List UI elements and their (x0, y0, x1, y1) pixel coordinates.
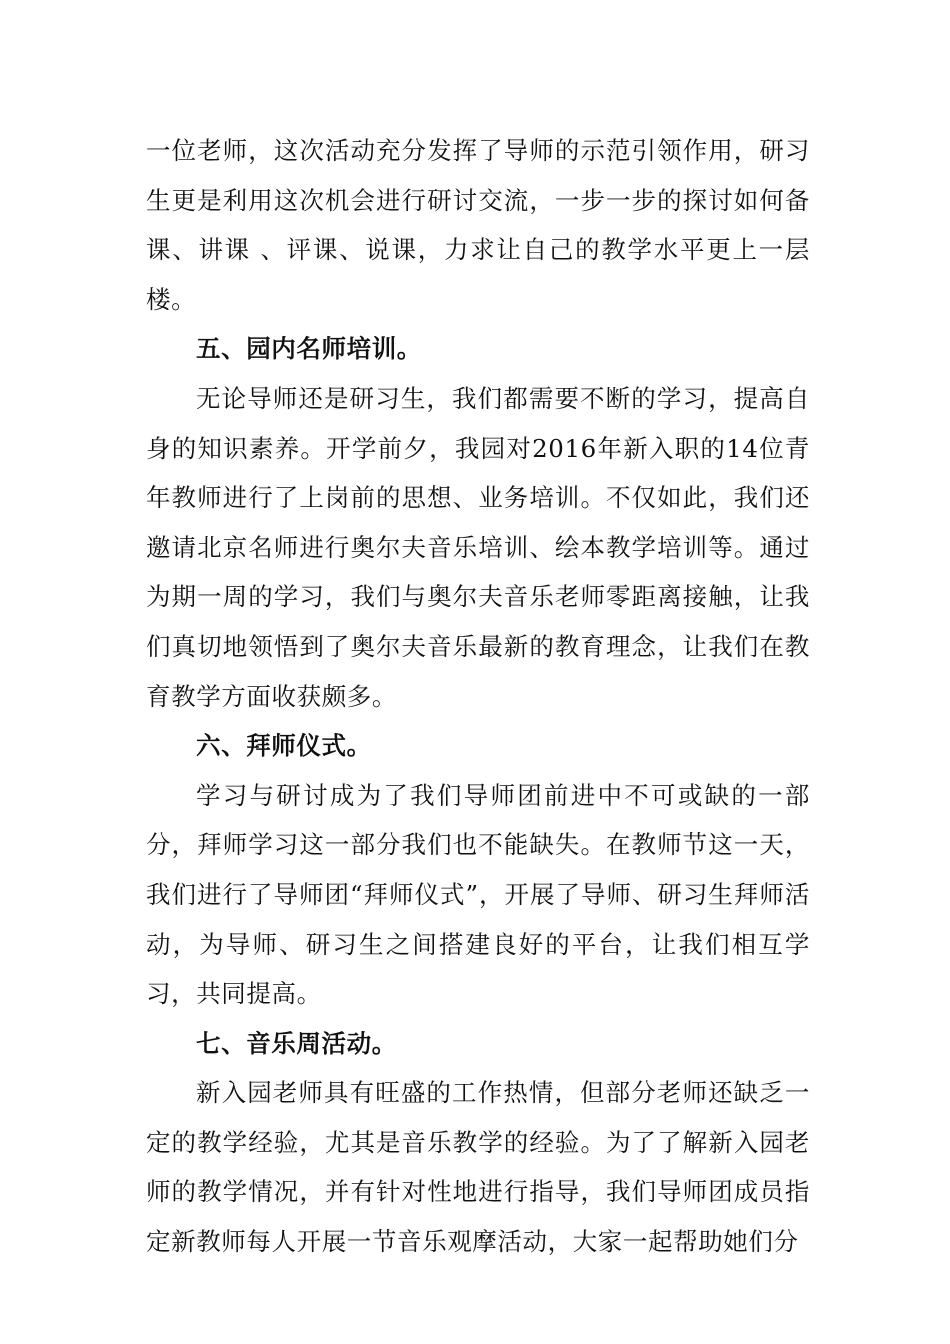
paragraph-mentor-demonstration: 一位老师，这次活动充分发挥了导师的示范引领作用，研习生更是利用这次机会进行研讨交流，一步一步的探讨如何备课、讲课 、评课、说课，力求让自己的教学水平更上一层楼。 (146, 136, 810, 314)
section-heading-7: 七、音乐周活动。 (196, 1028, 397, 1058)
section-heading-5: 五、园内名师培训。 (196, 334, 422, 364)
section-heading-6: 六、拜师仪式。 (196, 731, 372, 761)
paragraph-music-week: 新入园老师具有旺盛的工作热情，但部分老师还缺乏一定的教学经验，尤其是音乐教学的经验。为了了解新入园老师的教学情况，并有针对性地进行指导，我们导师团成员指定新教师每人开展一节音乐观摩活动，大家一起帮助她们分 (146, 1078, 810, 1257)
document-body (146, 126, 810, 1267)
paragraph-teacher-training: 无论导师还是研习生，我们都需要不断的学习，提高自身的知识素养。开学前夕，我园对2016年新入职的14位青年教师进行了上岗前的思想、业务培训。不仅如此，我们还邀请北京名师进行奥尔夫音乐培训、绘本教学培训等。通过为期一周的学习，我们与奥尔夫音乐老师零距离接触，让我们真切地领悟到了奥尔夫音乐最新的教育理念，让我们在教育教学方面收获颇多。 (146, 383, 810, 711)
paragraph-apprentice-ceremony: 学习与研讨成为了我们导师团前进中不可或缺的一部分，拜师学习这一部分我们也不能缺失。在教师节这一天，我们进行了导师团“拜师仪式”，开展了导师、研习生拜师活动，为导师、研习生之间搭建良好的平台，让我们相互学习，共同提高。 (146, 780, 810, 1009)
